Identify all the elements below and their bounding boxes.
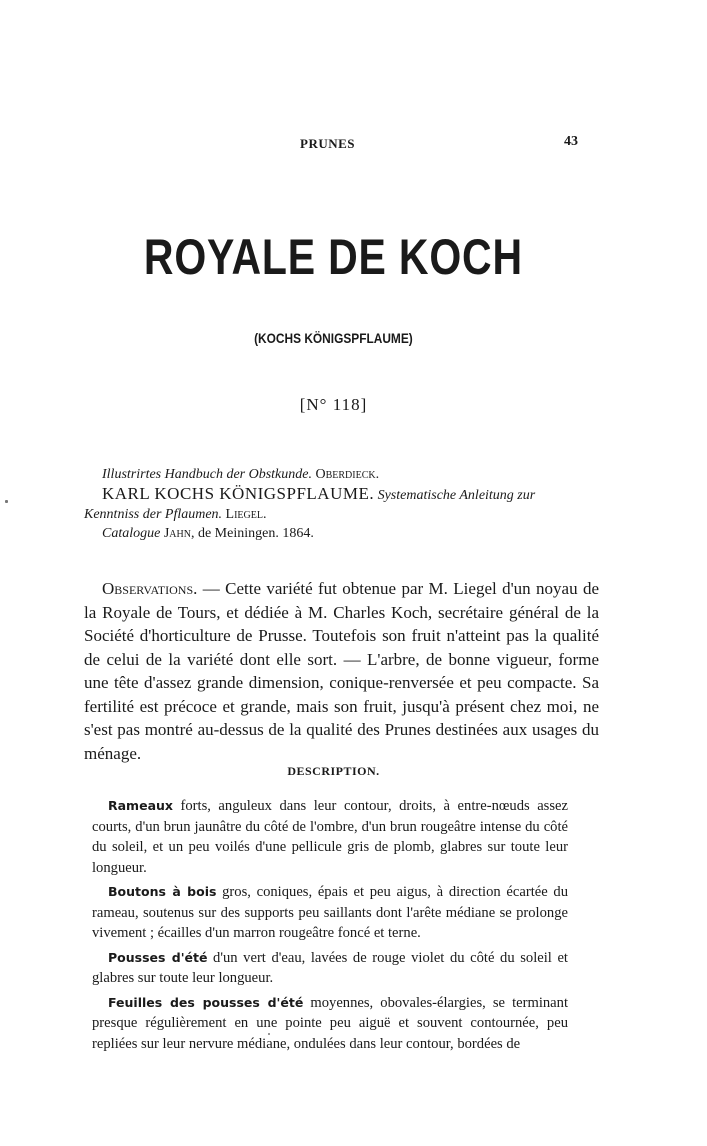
description-text: gros, coniques, épais et peu aigus, à direction écartée du rameau, soutenus sur des supports peu saillants dont l'arête médiane se prolonge vivement ; écailles d'un marron rougeâtre foncé et terne. [92, 884, 568, 941]
reference-author: Liegel. [225, 507, 267, 522]
reference-author: Jahn [163, 526, 191, 541]
description-item [92, 796, 568, 878]
description-item [92, 882, 568, 944]
description-term: Boutons à bois [108, 884, 217, 899]
description-term: Pousses d'été [108, 949, 208, 965]
description-term: Feuilles des pousses d'été [108, 994, 304, 1010]
reference-rest: , de Meiningen. 1864. [190, 526, 314, 541]
reference-work: Illustrirtes Handbuch der Obstkunde. [102, 467, 312, 482]
reference-name: KARL KOCHS KÖNIGSPFLAUME. [102, 484, 375, 503]
description-term: Rameaux [108, 798, 173, 813]
reference-2 [84, 484, 604, 505]
variety-number: [N° 118] [299, 395, 368, 414]
reference-work: Systematische Anleitung zur [377, 488, 536, 503]
reference-3 [84, 524, 604, 543]
description-text: moyennes, obovales-élargies, se terminant presque régulièrement en une pointe peu aiguë et souvent contournée, peu repliées sur leur nervure médiane, ondulées dans leur contour, bordées de [92, 994, 568, 1052]
description-text: d'un vert d'eau, lavées de rouge violet du côté du soleil et glabres sur toute leur longueur. [92, 949, 568, 986]
variety-synonym: (KOCHS KÖNIGSPFLAUME) [254, 330, 413, 346]
observations-paragraph [84, 577, 599, 765]
observations-label: Observations. [102, 579, 198, 598]
description-section [92, 796, 568, 1058]
reference-2-cont [84, 505, 604, 524]
observations-section [84, 577, 599, 765]
reference-1 [84, 465, 604, 484]
reference-author: Oberdieck. [315, 467, 380, 482]
bibliography [84, 465, 604, 543]
reference-work: Kenntniss der Pflaumen. [84, 507, 223, 522]
scan-speck [5, 500, 8, 503]
observations-text: — Cette variété fut obtenue par M. Liegel d'un noyau de la Royale de Tours, et dédiée à M. Charles Koch, secrétaire général de la Société d'horticulture de Prusse. Toutefois son fruit n'atteint pas la qualité de celui de la variété dont elle sort. — L'arbre, de bonne vigueur, forme une tête d'assez grande dimension, conique-renversée et peu compacte. Sa fertilité est précoce et grande, mais son fruit, jusqu'à présent chez moi, ne s'est pas montré au-dessus de la qualité des Prunes destinées aux usages du ménage. [84, 579, 599, 763]
scan-speck [268, 1033, 270, 1035]
variety-title: ROYALE DE KOCH [143, 229, 523, 285]
description-item [92, 948, 568, 989]
description-text: forts, anguleux dans leur contour, droits, à entre-nœuds assez courts, d'un brun jaunâtre du côté de l'ombre, d'un brun rougeâtre intense du côté du soleil, et un peu voilés d'une pellicule gris de plomb, glabres sur toute leur longueur. [92, 798, 568, 876]
description-item [92, 993, 568, 1055]
page-number: 43 [564, 134, 578, 149]
running-head: PRUNES [300, 136, 356, 151]
reference-work: Catalogue [102, 526, 161, 541]
description-heading: DESCRIPTION. [287, 764, 380, 778]
